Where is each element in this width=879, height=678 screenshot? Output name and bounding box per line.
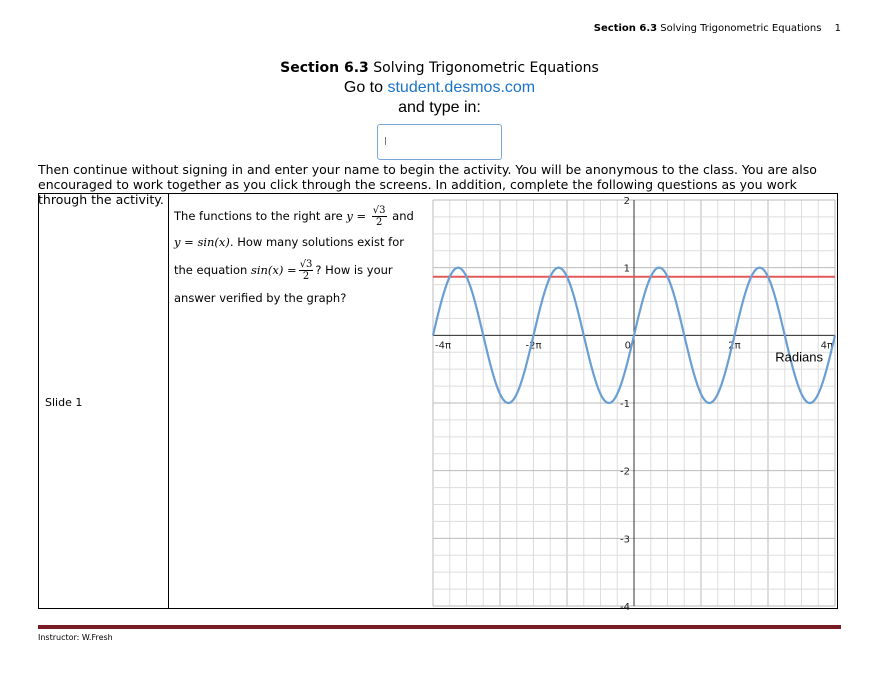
sine-graph [433,196,835,613]
question-text: ? How is your [315,263,393,277]
x-axis-label: Radians [775,349,823,365]
question-text: . How many solutions exist for [229,235,404,249]
y-tick-label: -4 [620,602,630,613]
intro-paragraph: Then continue without signing in and enter your name to begin the activity. You will be anonymous to the class. You are also encouraged to work together as you click through the screens. In addition, complete the following questions as you work through the activity. [38,162,817,207]
slide-label: Slide 1 [45,396,83,409]
text-caret [385,137,386,145]
desmos-link[interactable]: student.desmos.com [387,79,536,96]
footer-rule [38,625,841,629]
question-line-2 [174,235,404,249]
question-line-1 [174,205,414,228]
x-tick-label: -4π [435,340,451,352]
question-text: The functions to the right are [174,209,343,223]
question-line-4: answer verified by the graph? [174,291,347,305]
goto-line [0,79,879,97]
y-tick-label: -1 [620,399,630,410]
goto-prefix: Go to [343,79,384,96]
x-tick-label: -2π [525,340,542,352]
x-tick-label: 4π [820,340,833,352]
sqrt3-over-2-fraction [372,205,387,228]
fraction-denominator: 2 [375,217,383,228]
title-section-number: Section 6.3 [280,60,369,76]
page-title [0,60,879,76]
class-code-input[interactable] [377,124,502,160]
header-section-title: Solving Trigonometric Equations [660,23,822,34]
fraction-numerator: √3 [372,205,386,216]
x-tick-label: 2π [728,340,741,352]
instructor-credit: Instructor: W.Fresh [38,633,113,642]
y-tick-label: 1 [623,263,630,275]
page-number: 1 [834,23,841,34]
type-in-instruction: and type in: [398,99,481,116]
equation-sin: y = sin(x) [174,235,230,249]
equation-sin-x: sin(x) = [250,263,297,277]
table-divider [168,194,169,608]
header-section-number: Section 6.3 [593,23,658,34]
y-tick-label: 2 [623,196,630,207]
question-text: and [392,209,414,223]
question-text: the equation [174,263,248,277]
title-section-name: Solving Trigonometric Equations [373,60,599,76]
sqrt3-over-2-fraction [299,259,314,282]
page-header [594,23,841,34]
fraction-numerator: √3 [299,259,313,270]
y-tick-label: -2 [620,466,630,478]
x-tick-label: 0 [624,340,631,352]
question-line-3 [174,259,393,282]
y-tick-label: -3 [620,534,630,546]
equation-y: y = [346,209,367,223]
fraction-denominator: 2 [302,271,310,282]
